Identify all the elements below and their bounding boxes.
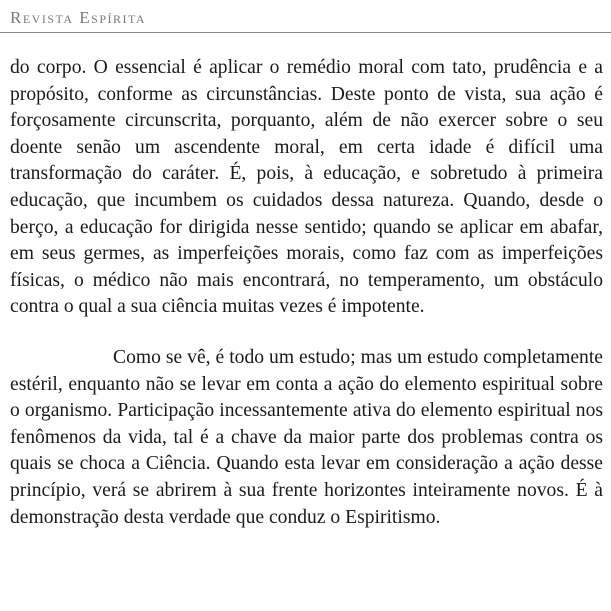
running-header: Revista Espírita [10,8,147,27]
header-rule [0,32,611,33]
paragraph-1: do corpo. O essencial é aplicar o remédio moral com tato, prudência e a propósito, conforme as circunstâncias. Deste ponto de vista, sua ação é forçosamente circunscrita, porquanto, além de não exercer sobre o seu doente senão um ascendente moral, em certa idade é difícil uma transformação do caráter. É, pois, à educação, e sobretudo à primeira educação, que incumbem os cuidados dessa natureza. Quando, desde o berço, a educação for dirigida nesse sentido; quando se aplicar em abafar, em seus germes, as imperfeições morais, como faz com as imperfeições físicas, o médico não mais encontrará, no temperamento, um obstáculo contra o qual a sua ciência muitas vezes é impotente. [10,57,603,318]
paragraph-2: Como se vê, é todo um estudo; mas um estudo completamente estéril, enquanto não se levar em conta a ação do elemento espiritual sobre o organismo. Participação incessantemente ativa do elemento espiritual nos fenômenos da vida, tal é a chave da maior parte dos problemas contra os quais se choca a Ciência. Quando esta levar em consideração a ação desse princípio, verá se abrirem à sua frente horizontes inteiramente novos. É à demonstração desta verdade que conduz o Espiritismo. [10,346,603,528]
